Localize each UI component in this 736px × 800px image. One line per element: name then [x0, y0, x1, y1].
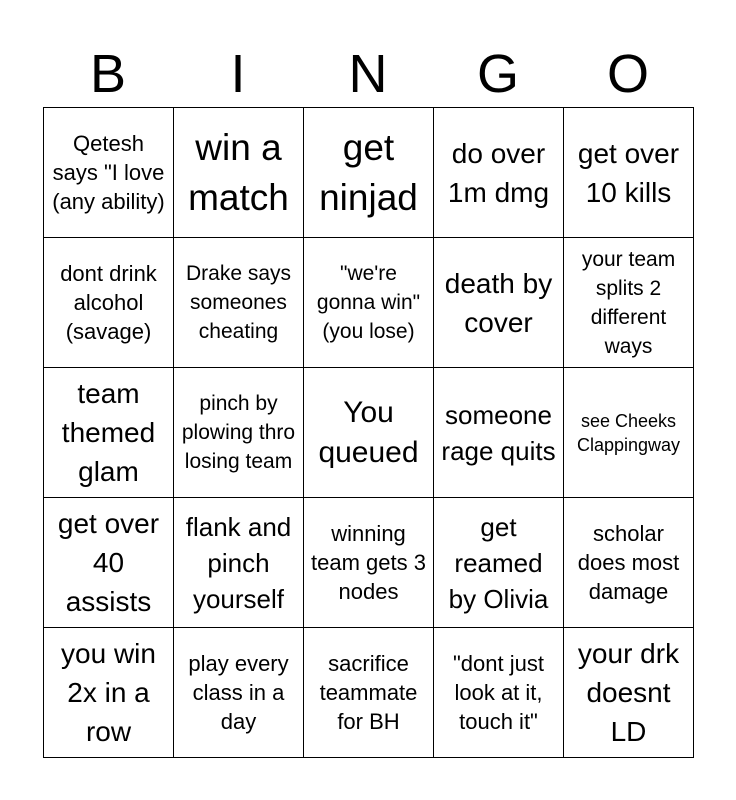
bingo-cell-r3c5[interactable] — [564, 368, 694, 498]
bingo-cell-r2c3[interactable] — [304, 238, 434, 368]
bingo-cell-r5c2[interactable] — [174, 628, 304, 758]
bingo-cell-r3c3[interactable] — [304, 368, 434, 498]
bingo-cell-r5c1[interactable] — [44, 628, 174, 758]
bingo-cell-r3c2[interactable] — [174, 368, 304, 498]
bingo-cell-r2c2[interactable] — [174, 238, 304, 368]
bingo-card-grid — [43, 107, 694, 758]
cell-text: get ninjad — [319, 126, 418, 218]
cell-text: Qetesh says "I love (any ability) — [52, 131, 165, 214]
header-letter-b: B — [89, 44, 127, 104]
cell-text: see Cheeks Clappingway — [576, 410, 681, 455]
bingo-cell-r5c5[interactable] — [564, 628, 694, 758]
cell-text: scholar does most damage — [577, 521, 680, 604]
bingo-cell-r4c2[interactable] — [174, 498, 304, 628]
cell-text: death by cover — [444, 267, 553, 338]
cell-text: win a match — [188, 126, 289, 218]
bingo-cell-r1c4[interactable] — [434, 108, 564, 238]
bingo-cell-r4c5[interactable] — [564, 498, 694, 628]
bingo-cell-r3c4[interactable] — [434, 368, 564, 498]
cell-text: "dont just look at it, touch it" — [453, 651, 544, 734]
bingo-cell-r2c1[interactable] — [44, 238, 174, 368]
bingo-cell-r4c4[interactable] — [434, 498, 564, 628]
header-letter-n: N — [348, 44, 388, 104]
cell-text: your drk doesnt LD — [577, 638, 680, 747]
cell-text: someone rage quits — [441, 399, 556, 466]
cell-text: play every class in a day — [188, 651, 289, 734]
header-letter-o: O — [606, 44, 649, 104]
bingo-cell-r1c5[interactable] — [564, 108, 694, 238]
cell-text: do over 1m dmg — [447, 137, 550, 208]
bingo-header — [43, 40, 693, 108]
cell-text: You queued — [318, 395, 419, 469]
cell-text: team themed glam — [61, 378, 156, 487]
cell-text: sacrifice teammate for BH — [319, 651, 418, 734]
bingo-cell-r4c1[interactable] — [44, 498, 174, 628]
bingo-cell-r5c4[interactable] — [434, 628, 564, 758]
cell-text: get reamed by Olivia — [448, 511, 549, 614]
bingo-cell-r1c1[interactable] — [44, 108, 174, 238]
bingo-cell-r1c2[interactable] — [174, 108, 304, 238]
header-letter-i: I — [230, 44, 246, 104]
bingo-cell-r3c1[interactable] — [44, 368, 174, 498]
bingo-cell-r1c3[interactable] — [304, 108, 434, 238]
cell-text: your team splits 2 different ways — [581, 247, 676, 358]
cell-text: winning team gets 3 nodes — [311, 521, 426, 604]
header-letter-g: G — [476, 44, 519, 104]
cell-text: dont drink alcohol (savage) — [60, 261, 157, 344]
cell-text: get over 40 assists — [57, 508, 160, 617]
bingo-cell-r2c4[interactable] — [434, 238, 564, 368]
bingo-cell-r4c3[interactable] — [304, 498, 434, 628]
cell-text: Drake says someones cheating — [185, 262, 292, 343]
cell-text: you win 2x in a row — [61, 638, 156, 747]
cell-text: "we're gonna win" (you lose) — [316, 262, 421, 343]
cell-text: flank and pinch yourself — [185, 511, 292, 614]
bingo-cell-r5c3[interactable] — [304, 628, 434, 758]
bingo-cell-r2c5[interactable] — [564, 238, 694, 368]
cell-text: get over 10 kills — [577, 137, 680, 208]
cell-text: pinch by plowing thro losing team — [181, 392, 296, 473]
